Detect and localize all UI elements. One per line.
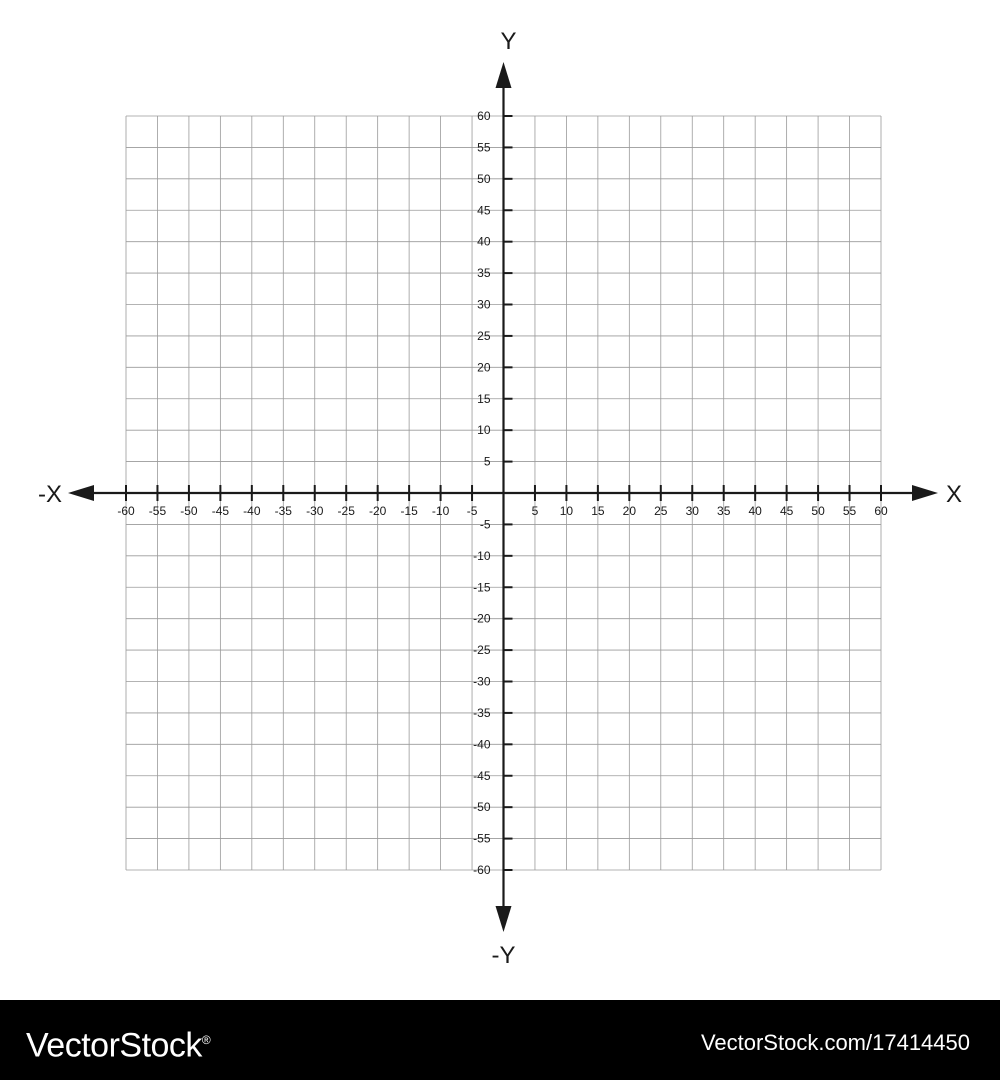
y-tick-label: 15 (477, 391, 491, 406)
y-tick-label: 55 (477, 140, 491, 155)
y-tick-label: -45 (473, 768, 491, 783)
y-tick-label: -40 (473, 737, 491, 752)
x-tick-label: 30 (685, 504, 699, 518)
x-negative-arrow-icon (68, 485, 94, 501)
y-tick-label: 50 (477, 171, 491, 186)
x-tick-label: 50 (811, 504, 825, 518)
y-tick-label: 60 (477, 109, 491, 123)
negative-y-axis-label: -Y (491, 942, 516, 969)
y-tick-label: 25 (477, 328, 491, 343)
x-tick-label: 10 (559, 504, 574, 518)
y-tick-label: -20 (473, 611, 491, 626)
x-tick-label: 5 (531, 504, 539, 518)
y-negative-arrow-icon (496, 906, 512, 932)
y-tick-label: -10 (473, 548, 491, 563)
x-tick-label: -45 (211, 504, 230, 518)
x-tick-label: -60 (117, 504, 135, 518)
watermark-banner (0, 1000, 1000, 1080)
y-tick-label: -55 (473, 831, 491, 846)
x-tick-label: -50 (180, 504, 198, 518)
axes (68, 62, 938, 932)
y-tick-label: -15 (473, 580, 491, 595)
x-tick-label: 45 (779, 504, 794, 518)
x-tick-label: -30 (306, 504, 324, 518)
y-tick-label: 40 (477, 234, 491, 249)
x-tick-label: 35 (717, 504, 731, 518)
x-tick-label: -10 (431, 504, 450, 518)
y-tick-label: 30 (477, 297, 491, 312)
x-tick-label: 15 (591, 504, 605, 518)
negative-x-axis-label: -X (38, 481, 62, 508)
x-tick-label: -15 (400, 504, 418, 518)
x-tick-label: 25 (654, 504, 668, 518)
y-tick-label: -50 (473, 800, 491, 815)
x-tick-label: -55 (148, 504, 167, 518)
y-tick-label: -60 (473, 863, 491, 877)
y-tick-label: -30 (473, 674, 491, 689)
x-tick-label: 40 (748, 504, 762, 518)
y-tick-label: 20 (477, 360, 491, 375)
x-positive-arrow-icon (912, 485, 938, 501)
brand-logo (26, 1020, 210, 1065)
y-tick-label: 5 (483, 454, 491, 469)
x-tick-label: -5 (466, 504, 478, 518)
y-axis-label: Y (500, 28, 517, 55)
x-tick-label: -40 (243, 504, 261, 518)
registered-mark: ® (201, 1033, 211, 1047)
x-tick-label: -25 (337, 504, 355, 518)
y-tick-label: 10 (477, 423, 491, 438)
y-tick-label: -25 (473, 643, 491, 658)
y-tick-label: -5 (479, 517, 491, 532)
y-tick-label: -35 (473, 705, 491, 720)
y-tick-label: 45 (477, 203, 491, 218)
image-id-text: VectorStock.com/17414450 (700, 1030, 970, 1055)
y-positive-arrow-icon (496, 62, 512, 88)
x-tick-label: -35 (274, 504, 292, 518)
x-tick-label: 55 (842, 504, 857, 518)
x-tick-label: 60 (874, 504, 888, 518)
x-tick-label: 20 (622, 504, 637, 518)
x-axis-label: X (946, 481, 963, 508)
y-tick-label: 35 (477, 266, 491, 281)
x-tick-label: -20 (368, 504, 387, 518)
brand-name: VectorStock (26, 1026, 202, 1065)
